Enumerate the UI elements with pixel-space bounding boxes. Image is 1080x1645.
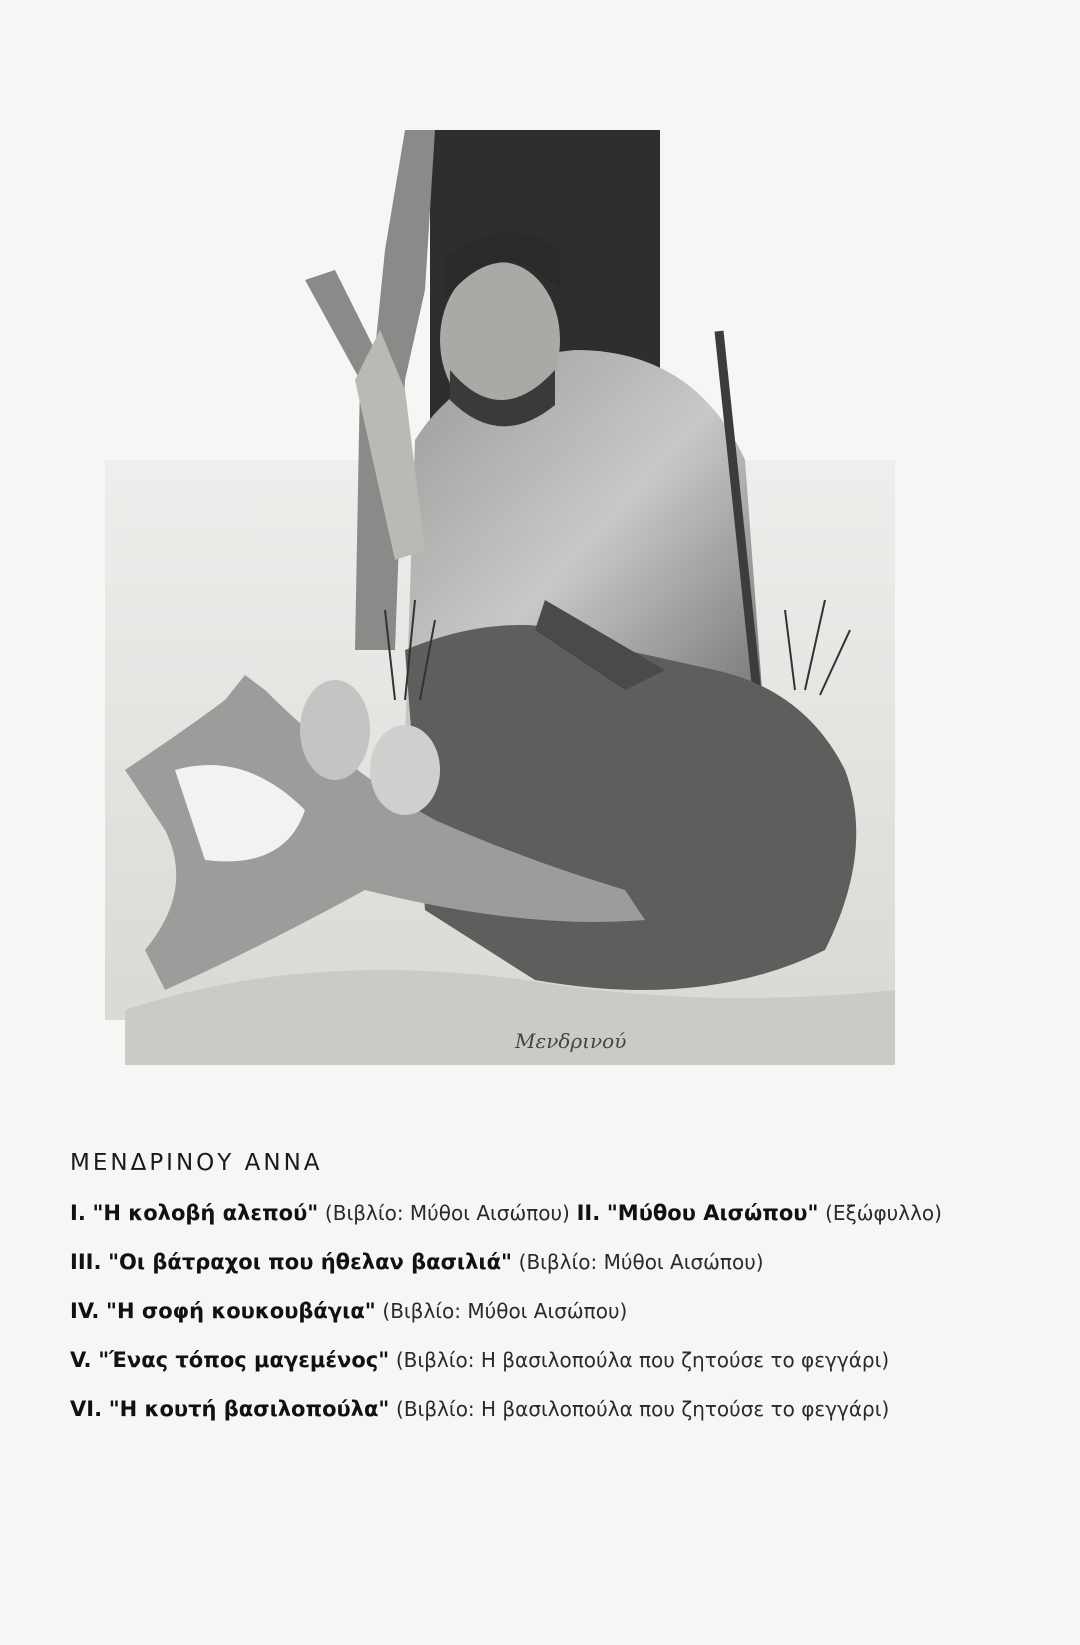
entry-numeral: I.: [70, 1201, 86, 1225]
entry-source: (Βιβλίο: Μύθοι Αισώπου): [324, 1201, 570, 1225]
entry-numeral: V.: [70, 1348, 92, 1372]
entry-source: (Εξώφυλλο): [825, 1201, 942, 1225]
artist-signature: Μενδρινού: [515, 1029, 627, 1053]
caption-block: [70, 1150, 1030, 1445]
entry-numeral: VI.: [70, 1397, 103, 1421]
entry-numeral: II.: [576, 1201, 601, 1225]
aesop-fables-illustration: [105, 130, 895, 1065]
caption-line-4: [70, 1347, 1030, 1374]
caption-line-5: [70, 1396, 1030, 1423]
caption-line-1: [70, 1200, 1030, 1227]
entry-title: "Οι βάτραχοι που ήθελαν βασιλιά": [108, 1250, 512, 1274]
entry-title: "Η κουτή βασιλοπούλα": [108, 1397, 390, 1421]
entry-source: (Βιβλίο: Μύθοι Αισώπου): [382, 1299, 628, 1323]
entry-title: "Μύθου Αισώπου": [606, 1201, 819, 1225]
entry-source: (Βιβλίο: Μύθοι Αισώπου): [518, 1250, 764, 1274]
entry-source: (Βιβλίο: Η βασιλοπούλα που ζητούσε το φεγγάρι): [395, 1348, 890, 1372]
entry-numeral: III.: [70, 1250, 102, 1274]
entry-title: "Ένας τόπος μαγεμένος": [98, 1348, 390, 1372]
caption-line-3: [70, 1298, 1030, 1325]
entry-source: (Βιβλίο: Η βασιλοπούλα που ζητούσε το φεγγάρι): [396, 1397, 890, 1421]
caption-line-2: [70, 1249, 1030, 1276]
author-name: ΜΕΝΔΡΙΝΟΥ ΑΝΝΑ: [70, 1150, 323, 1176]
mouse-left: [300, 680, 370, 780]
mouse-right: [370, 725, 440, 815]
entry-title: "Η σοφή κουκουβάγια": [106, 1299, 376, 1323]
entry-title: "Η κολοβή αλεπού": [92, 1201, 319, 1225]
entry-numeral: IV.: [70, 1299, 100, 1323]
